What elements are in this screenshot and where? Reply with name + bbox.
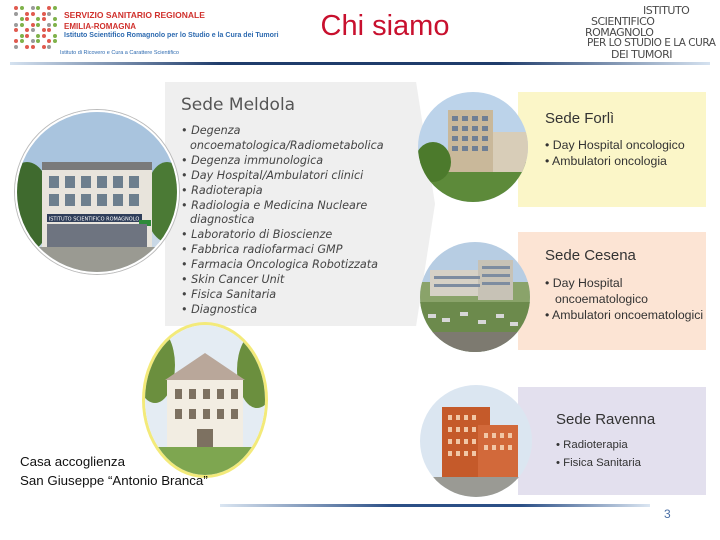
logo-dot [14,39,18,43]
logo-dot [42,17,46,21]
irst-logo-line: DEI TUMORI [611,48,672,61]
logo-dot [14,28,18,32]
logo-dot [20,6,24,10]
meldola-services-list [180,124,430,318]
list-item-label: Day Hospital oncologico [552,138,685,152]
list-item: • Degenza oncoematologica/Radiometabolica [181,124,384,152]
list-item: • Radioterapia [181,183,263,197]
casa-caption-line1: Casa accoglienza [20,454,125,469]
list-item-label: Degenza oncoematologica/Radiometabolica [190,124,384,152]
list-item: • Laboratorio di Bioscienze [181,228,333,242]
org-name-line1: SERVIZIO SANITARIO REGIONALE [64,10,205,20]
ravenna-title: Sede Ravenna [556,411,656,428]
logo-dot [25,28,29,32]
logo-dot [25,34,29,38]
logo-dot [42,28,46,32]
list-item-label: Radiologia e Medicina Nucleare diagnostica [190,198,368,227]
logo-dot [31,12,35,16]
list-item: • Fisica Sanitaria [556,456,642,469]
page-number: 3 [664,507,671,521]
logo-dot [20,23,24,27]
logo-dot [53,39,57,43]
logo-dot [53,34,57,38]
org-name-line4: Istituto di Ricovero e Cura a Carattere Scientifico [60,50,179,56]
logo-dot [31,28,35,32]
logo-dot [31,45,35,49]
footer-divider [220,504,650,507]
irst-logo-line: ISTITUTO [643,4,690,17]
logo-dot [47,6,51,10]
list-item-label: Radioterapia [191,183,263,197]
logo-dot [25,12,29,16]
header-divider [10,62,710,65]
logo-dot [53,23,57,27]
list-item: • Diagnostica [181,302,258,316]
list-item: • Radiologia e Medicina Nucleare diagnostica [181,198,368,227]
list-item-label: Radioterapia [563,439,628,451]
list-item: • Day Hospital oncoematologico [545,276,648,306]
logo-dot [47,39,51,43]
logo-dot [36,23,40,27]
irst-logo-line: PER LO STUDIO E LA CURA [587,37,716,49]
list-item-label: Fisica Sanitaria [563,456,642,469]
list-item-label: Ambulatori oncoematologici [552,308,704,322]
forli-building-photo [418,92,528,202]
logo-dot [47,45,51,49]
dot-grid-logo-icon [14,6,60,52]
logo-dot [47,12,51,16]
list-item: • Radioterapia [556,439,628,451]
logo-dot [14,12,18,16]
logo-dot [25,45,29,49]
forli-services-list [545,137,705,169]
org-name-line2: EMILIA-ROMAGNA [64,22,136,31]
logo-dot [53,17,57,21]
ravenna-building-photo [420,385,532,497]
logo-dot [20,34,24,38]
list-item: • Fisica Sanitaria [181,287,277,301]
list-item: • Degenza immunologica [181,153,324,167]
logo-dot [31,39,35,43]
org-name-line3: Istituto Scientifico Romagnolo per lo Studio e la Cura dei Tumori [64,32,279,39]
ravenna-services-list [556,437,706,472]
casa-caption-line2: San Giuseppe “Antonio Branca” [20,473,208,488]
cesena-services-list [545,275,705,323]
logo-dot [36,39,40,43]
list-item: • Ambulatori oncologia [545,154,667,168]
logo-dot [36,17,40,21]
logo-dot [53,6,57,10]
cesena-title: Sede Cesena [545,247,636,264]
logo-ssr-emilia-romagna [14,6,279,56]
logo-dot [14,45,18,49]
meldola-title: Sede Meldola [181,95,296,115]
building-sign-text: ISTITUTO SCIENTIFICO ROMAGNOLO [48,216,140,223]
list-item-label: Skin Cancer Unit [191,273,285,287]
list-item-label: Ambulatori oncologia [552,154,667,168]
logo-dot [14,23,18,27]
irst-logo-line: SCIENTIFICO [591,15,655,28]
logo-dot [42,12,46,16]
irst-logo-line: ROMAGNOLO [585,26,654,39]
list-item: • Day Hospital/Ambulatori clinici [181,168,364,182]
forli-title: Sede Forlì [545,110,615,127]
logo-dot [36,34,40,38]
list-item-label: Farmacia Oncologica Robotizzata [191,258,378,272]
list-item-label: Degenza immunologica [191,153,324,167]
list-item-label: Day Hospital/Ambulatori clinici [191,168,364,182]
logo-dot [20,17,24,21]
list-item: • Fabbrica radiofarmaci GMP [181,243,343,257]
list-item-label: Day Hospital oncoematologico [552,276,648,306]
logo-dot [20,39,24,43]
list-item: • Ambulatori oncoematologici [545,308,704,322]
logo-dot [31,6,35,10]
logo-dot [42,34,46,38]
casa-accoglienza-caption [20,452,208,490]
logo-dot [31,23,35,27]
logo-dot [47,28,51,32]
logo-dot [14,6,18,10]
logo-irst [575,4,716,61]
logo-dot [25,17,29,21]
logo-dot [47,23,51,27]
logo-dot [36,6,40,10]
meldola-building-photo [15,110,179,274]
page-title: Chi siamo [320,10,450,42]
list-item: • Farmacia Oncologica Robotizzata [181,258,378,272]
list-item-label: Fisica Sanitaria [191,287,277,301]
list-item-label: Diagnostica [191,302,258,316]
list-item: • Day Hospital oncologico [545,138,685,152]
logo-dot [42,45,46,49]
list-item-label: Fabbrica radiofarmaci GMP [191,243,343,257]
list-item: • Skin Cancer Unit [181,273,285,287]
list-item-label: Laboratorio di Bioscienze [191,228,333,242]
cesena-building-photo [420,242,530,352]
